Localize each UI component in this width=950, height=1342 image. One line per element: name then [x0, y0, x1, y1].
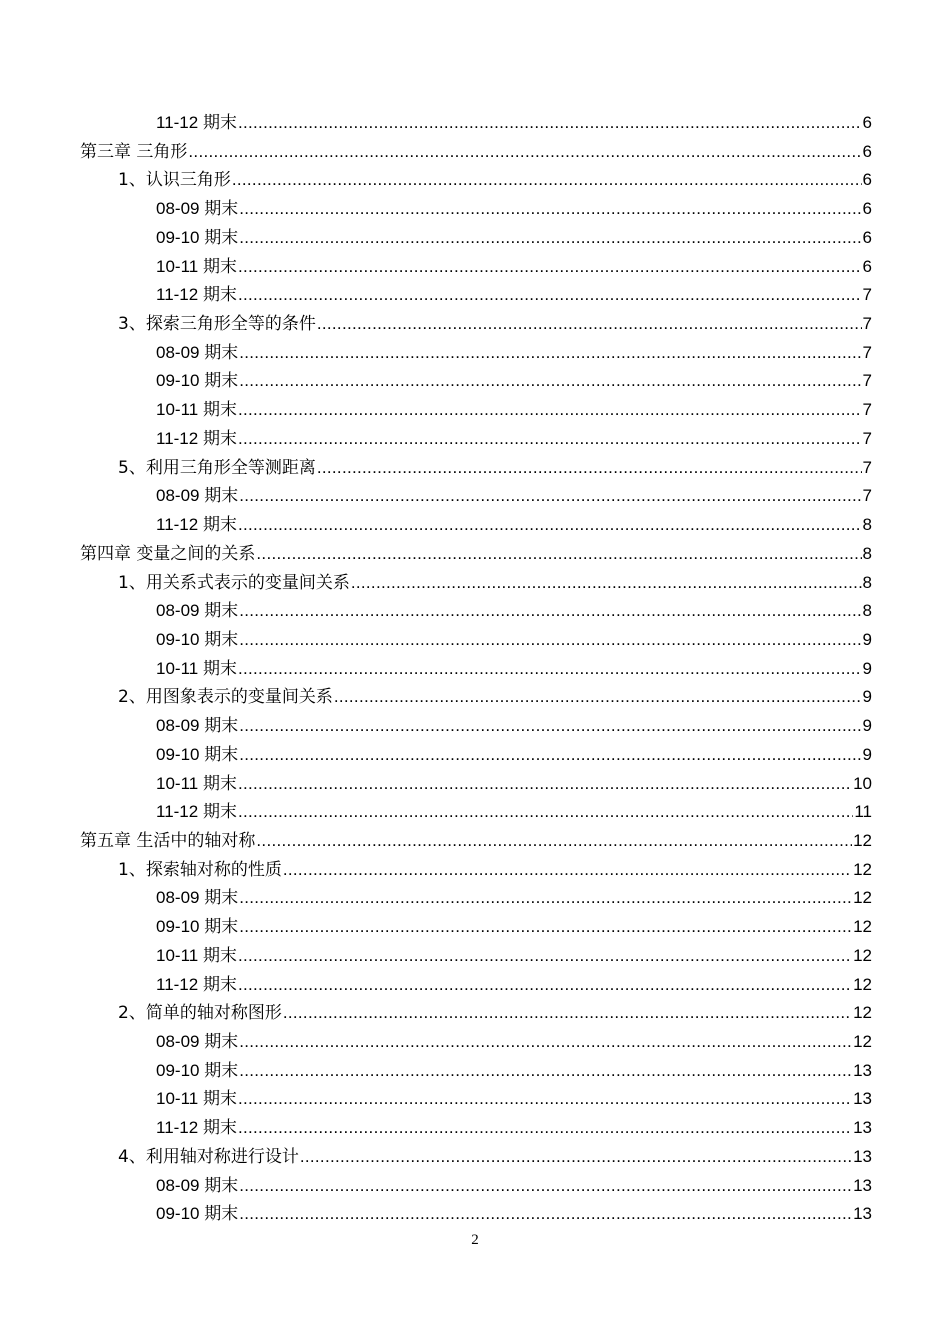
dot-leader	[317, 454, 862, 483]
toc-entry[interactable]	[0, 1114, 950, 1143]
toc-entry[interactable]	[0, 511, 950, 540]
dot-leader	[239, 1057, 852, 1086]
toc-entry-page: 6	[862, 199, 872, 219]
dot-leader	[283, 856, 852, 885]
dot-leader	[239, 626, 861, 655]
table-of-contents	[0, 109, 950, 1229]
dot-leader	[239, 913, 852, 942]
toc-entry-page: 10	[853, 773, 872, 793]
toc-entry[interactable]	[0, 1172, 950, 1201]
toc-entry-title: 1、探索轴对称的性质	[118, 859, 282, 880]
dot-leader	[239, 1172, 852, 1201]
toc-entry-page: 13	[853, 1118, 872, 1138]
dot-leader	[239, 597, 861, 626]
toc-entry[interactable]	[0, 1028, 950, 1057]
toc-entry-page: 12	[853, 888, 872, 908]
dot-leader	[238, 655, 862, 684]
toc-entry-page: 6	[862, 113, 872, 132]
toc-entry[interactable]	[0, 367, 950, 396]
toc-entry[interactable]	[0, 1200, 950, 1229]
toc-entry[interactable]	[0, 224, 950, 253]
toc-entry-title: 11-12 期末	[156, 974, 237, 994]
toc-entry-page: 9	[862, 744, 872, 764]
dot-leader	[317, 310, 862, 339]
toc-entry[interactable]	[0, 856, 950, 885]
dot-leader	[239, 195, 861, 224]
toc-entry[interactable]	[0, 942, 950, 971]
toc-entry-page: 9	[862, 687, 872, 707]
toc-entry-title: 08-09 期末	[156, 888, 239, 908]
toc-entry-page: 7	[862, 285, 872, 305]
toc-entry-title: 08-09 期末	[156, 199, 239, 219]
toc-entry[interactable]	[0, 827, 950, 856]
toc-entry-title: 第三章 三角形	[80, 141, 188, 162]
toc-entry-page: 13	[853, 1146, 872, 1166]
toc-entry[interactable]	[0, 1143, 950, 1172]
toc-entry-title: 10-11 期末	[156, 400, 237, 420]
dot-leader	[239, 339, 861, 368]
toc-entry-page: 7	[862, 371, 872, 391]
dot-leader	[239, 741, 861, 770]
toc-entry-title: 09-10 期末	[156, 1204, 239, 1224]
toc-entry-page: 7	[862, 314, 872, 334]
dot-leader	[238, 1085, 852, 1114]
toc-entry-title: 08-09 期末	[156, 342, 239, 362]
toc-entry-page: 6	[862, 170, 872, 190]
toc-entry-page: 6	[862, 256, 872, 276]
dot-leader	[232, 166, 862, 195]
toc-entry-title: 第四章 变量之间的关系	[80, 543, 256, 564]
toc-entry-page: 9	[862, 629, 872, 649]
dot-leader	[351, 569, 862, 598]
toc-entry[interactable]	[0, 1085, 950, 1114]
dot-leader	[238, 253, 862, 282]
toc-entry[interactable]	[0, 253, 950, 282]
toc-entry[interactable]	[0, 655, 950, 684]
toc-entry-page: 7	[862, 428, 872, 448]
toc-entry-title: 09-10 期末	[156, 371, 239, 391]
dot-leader	[238, 109, 862, 138]
toc-entry-page: 12	[853, 1032, 872, 1051]
toc-entry-title: 2、用图象表示的变量间关系	[118, 687, 333, 708]
toc-entry[interactable]	[0, 884, 950, 913]
dot-leader	[334, 683, 862, 712]
toc-entry[interactable]	[0, 195, 950, 224]
dot-leader	[283, 999, 852, 1028]
dot-leader	[238, 971, 852, 1000]
toc-entry[interactable]	[0, 741, 950, 770]
dot-leader	[239, 1200, 852, 1229]
toc-entry[interactable]	[0, 913, 950, 942]
dot-leader	[256, 827, 852, 856]
toc-entry-title: 08-09 期末	[156, 601, 239, 621]
toc-entry-title: 11-12 期末	[156, 428, 237, 448]
toc-entry[interactable]	[0, 166, 950, 195]
toc-entry-title: 10-11 期末	[156, 1089, 237, 1109]
dot-leader	[239, 224, 861, 253]
toc-entry-page: 12	[853, 859, 872, 879]
toc-entry-title: 11-12 期末	[156, 113, 237, 132]
toc-entry-page: 7	[862, 342, 872, 362]
toc-entry-title: 1、用关系式表示的变量间关系	[118, 572, 350, 593]
toc-entry-title: 11-12 期末	[156, 515, 237, 535]
dot-leader	[238, 1114, 852, 1143]
toc-entry-title: 3、探索三角形全等的条件	[118, 314, 316, 335]
toc-entry-page: 12	[853, 1003, 872, 1023]
page-number: 2	[471, 1232, 479, 1248]
toc-entry[interactable]	[0, 425, 950, 454]
dot-leader	[239, 712, 861, 741]
dot-leader	[239, 884, 852, 913]
dot-leader	[256, 540, 861, 569]
toc-entry[interactable]	[0, 138, 950, 167]
toc-entry[interactable]	[0, 396, 950, 425]
toc-entry-title: 1、认识三角形	[118, 170, 231, 191]
toc-entry-title: 10-11 期末	[156, 945, 237, 965]
toc-entry-title: 11-12 期末	[156, 802, 237, 822]
toc-entry[interactable]	[0, 310, 950, 339]
toc-entry[interactable]	[0, 999, 950, 1028]
dot-leader	[238, 798, 853, 827]
toc-entry-title: 2、简单的轴对称图形	[118, 1003, 282, 1024]
toc-entry[interactable]	[0, 770, 950, 799]
dot-leader	[238, 511, 862, 540]
toc-entry[interactable]	[0, 281, 950, 310]
toc-entry-page: 13	[853, 1204, 872, 1224]
toc-entry[interactable]	[0, 626, 950, 655]
toc-entry-title: 08-09 期末	[156, 486, 239, 506]
toc-entry-page: 8	[862, 515, 872, 535]
toc-entry-title: 09-10 期末	[156, 1060, 239, 1080]
toc-entry-page: 13	[853, 1175, 872, 1195]
toc-entry-title: 11-12 期末	[156, 1118, 237, 1138]
toc-entry-title: 09-10 期末	[156, 629, 239, 649]
toc-entry-page: 12	[853, 830, 872, 850]
toc-entry-page: 8	[862, 601, 872, 621]
toc-entry-page: 9	[862, 658, 872, 678]
toc-entry-title: 10-11 期末	[156, 256, 237, 276]
dot-leader	[238, 425, 862, 454]
toc-entry-page: 12	[853, 945, 872, 965]
toc-entry[interactable]	[0, 712, 950, 741]
toc-entry-page: 12	[853, 917, 872, 937]
toc-entry-title: 10-11 期末	[156, 773, 237, 793]
toc-entry[interactable]	[0, 1057, 950, 1086]
toc-entry-page: 6	[862, 227, 872, 247]
dot-leader	[238, 396, 862, 425]
toc-entry-page: 7	[862, 400, 872, 420]
toc-entry-page: 8	[862, 543, 872, 563]
dot-leader	[239, 482, 861, 511]
toc-entry-title: 08-09 期末	[156, 1032, 239, 1051]
dot-leader	[239, 1028, 852, 1057]
dot-leader	[238, 770, 852, 799]
toc-entry-page: 8	[862, 572, 872, 592]
toc-entry-page: 11	[854, 802, 872, 822]
dot-leader	[188, 138, 861, 167]
toc-entry[interactable]	[0, 482, 950, 511]
toc-entry-page: 12	[853, 974, 872, 994]
toc-entry[interactable]	[0, 109, 950, 138]
toc-entry[interactable]	[0, 540, 950, 569]
toc-entry[interactable]	[0, 683, 950, 712]
toc-entry-title: 09-10 期末	[156, 227, 239, 247]
toc-entry-title: 08-09 期末	[156, 1175, 239, 1195]
dot-leader	[300, 1143, 852, 1172]
toc-entry-page: 6	[862, 141, 872, 161]
toc-entry-title: 08-09 期末	[156, 716, 239, 736]
toc-entry-title: 第五章 生活中的轴对称	[80, 830, 256, 851]
toc-entry-title: 10-11 期末	[156, 658, 237, 678]
toc-entry-page: 13	[853, 1060, 872, 1080]
toc-entry[interactable]	[0, 339, 950, 368]
dot-leader	[238, 942, 852, 971]
dot-leader	[238, 281, 862, 310]
toc-entry[interactable]	[0, 798, 950, 827]
toc-entry-page: 7	[862, 457, 872, 477]
toc-entry-title: 4、利用轴对称进行设计	[118, 1146, 299, 1167]
toc-entry-title: 5、利用三角形全等测距离	[118, 457, 316, 478]
toc-entry[interactable]	[0, 454, 950, 483]
toc-entry[interactable]	[0, 597, 950, 626]
toc-entry[interactable]	[0, 569, 950, 598]
toc-entry[interactable]	[0, 971, 950, 1000]
toc-entry-title: 09-10 期末	[156, 917, 239, 937]
dot-leader	[239, 367, 861, 396]
toc-entry-title: 11-12 期末	[156, 285, 237, 305]
toc-entry-page: 13	[853, 1089, 872, 1109]
toc-entry-title: 09-10 期末	[156, 744, 239, 764]
toc-entry-page: 9	[862, 716, 872, 736]
toc-entry-page: 7	[862, 486, 872, 506]
